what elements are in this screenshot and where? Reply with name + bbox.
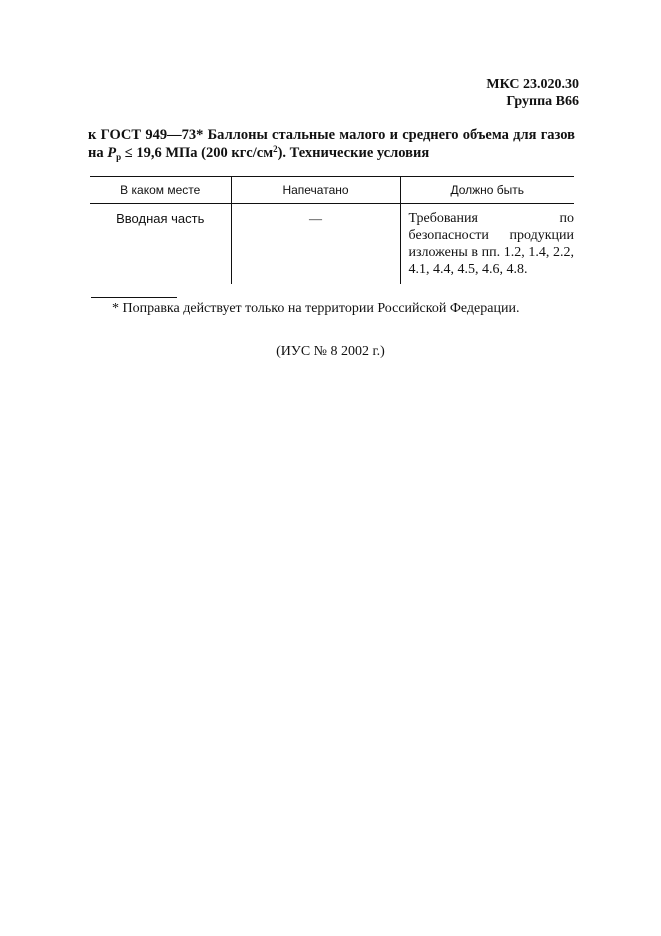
cell-should-be: Требования по безопасности продукции изложены в пп. 1.2, 1.4, 2.2, 4.1, 4.4, 4.5, 4.6, 4.8. — [400, 204, 574, 285]
amendment-title — [88, 126, 575, 166]
pressure-subscript: р — [116, 152, 122, 162]
pressure-symbol: P — [107, 145, 117, 161]
title-prefix: на — [88, 145, 108, 161]
mks-code: МКС 23.020.30 — [486, 77, 579, 92]
cell-printed: — — [231, 204, 400, 285]
header-where: В каком месте — [90, 177, 231, 204]
source-reference: (ИУС № 8 2002 г.) — [276, 344, 385, 359]
table-row — [90, 204, 574, 285]
classification-codes — [486, 76, 579, 110]
title-line-1: к ГОСТ 949—73* Баллоны стальные малого и среднего объема для газов — [88, 127, 575, 143]
title-suffix: ). Технические условия — [277, 145, 430, 161]
header-should-be: Должно быть — [400, 177, 574, 204]
header-printed: Напечатано — [231, 177, 400, 204]
footnote: * Поправка действует только на территории Российской Федерации. — [112, 301, 520, 316]
table-header-row — [90, 177, 574, 204]
group-code: Группа В66 — [506, 94, 579, 109]
unit-superscript: 2 — [273, 144, 278, 154]
footnote-divider — [91, 297, 177, 298]
pressure-value: ≤ 19,6 МПа (200 кгс/см — [121, 145, 274, 161]
cell-place: Вводная часть — [116, 211, 205, 226]
amendment-table — [90, 176, 574, 284]
